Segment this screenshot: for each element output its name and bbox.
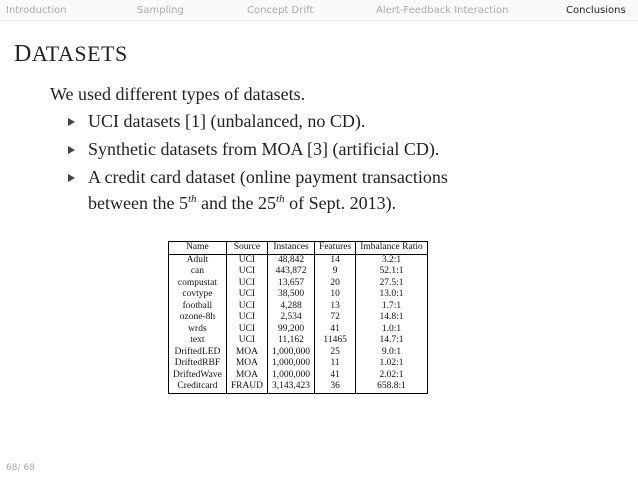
cell-features: 11465: [315, 335, 356, 347]
cell-source: MOA: [226, 347, 267, 359]
cell-imbalance-ratio: 9.0:1: [356, 347, 428, 359]
cell-instances: 4,288: [268, 301, 315, 313]
bullet-triangle-icon: [68, 146, 75, 154]
table-header-row: [169, 242, 428, 255]
table-row: [169, 301, 428, 313]
cell-imbalance-ratio: 2.02:1: [356, 370, 428, 382]
cell-name: text: [169, 335, 227, 347]
section-nav: [0, 0, 638, 21]
table-row: [169, 381, 428, 393]
cell-imbalance-ratio: 13.0:1: [356, 289, 428, 301]
page-number: 68/ 68: [6, 463, 35, 473]
cell-instances: 13,657: [268, 278, 315, 290]
cell-source: MOA: [226, 358, 267, 370]
cell-instances: 3,143,423: [268, 381, 315, 393]
cell-instances: 443,872: [268, 266, 315, 278]
cell-name: football: [169, 301, 227, 313]
cell-instances: 99,200: [268, 324, 315, 336]
table-row: [169, 266, 428, 278]
table-row: [169, 312, 428, 324]
cell-instances: 1,000,000: [268, 370, 315, 382]
table-row: [169, 347, 428, 359]
cell-name: ozone-8h: [169, 312, 227, 324]
cell-source: UCI: [226, 278, 267, 290]
bullet-text-mid: and the 25: [196, 193, 277, 213]
bullet-item: [66, 166, 626, 214]
datasets-table: [168, 241, 428, 394]
cell-source: UCI: [226, 254, 267, 266]
cell-features: 41: [315, 324, 356, 336]
nav-item-introduction[interactable]: Introduction: [6, 5, 67, 16]
bullet-text: UCI datasets [1] (unbalanced, no CD).: [88, 111, 366, 131]
cell-imbalance-ratio: 3.2:1: [356, 254, 428, 266]
bullet-text-pre: between the 5: [88, 193, 188, 213]
cell-imbalance-ratio: 27.5:1: [356, 278, 428, 290]
bullet-list: [66, 110, 626, 220]
cell-name: covtype: [169, 289, 227, 301]
cell-features: 13: [315, 301, 356, 313]
cell-imbalance-ratio: 14.7:1: [356, 335, 428, 347]
cell-features: 25: [315, 347, 356, 359]
cell-name: can: [169, 266, 227, 278]
cell-source: MOA: [226, 370, 267, 382]
cell-name: wrds: [169, 324, 227, 336]
header-imbalance-ratio: Imbalance Ratio: [356, 242, 428, 255]
cell-features: 10: [315, 289, 356, 301]
nav-item-concept-drift[interactable]: Concept Drift: [247, 5, 314, 16]
bullet-item: [66, 138, 626, 160]
cell-imbalance-ratio: 14.8:1: [356, 312, 428, 324]
cell-instances: 11,162: [268, 335, 315, 347]
cell-source: UCI: [226, 301, 267, 313]
nav-item-alert-feedback[interactable]: Alert-Feedback Interaction: [376, 5, 509, 16]
cell-features: 41: [315, 370, 356, 382]
cell-features: 14: [315, 254, 356, 266]
table-row: [169, 289, 428, 301]
cell-features: 20: [315, 278, 356, 290]
header-source: Source: [226, 242, 267, 255]
bullet-item: [66, 110, 626, 132]
cell-source: UCI: [226, 312, 267, 324]
cell-name: DriftedLED: [169, 347, 227, 359]
header-name: Name: [169, 242, 227, 255]
table-body: [169, 254, 428, 393]
table-row: [169, 324, 428, 336]
cell-features: 11: [315, 358, 356, 370]
cell-name: DriftedWave: [169, 370, 227, 382]
cell-source: UCI: [226, 266, 267, 278]
slide-title: [14, 41, 128, 68]
cell-features: 36: [315, 381, 356, 393]
nav-item-conclusions[interactable]: Conclusions: [566, 5, 626, 16]
cell-source: FRAUD: [226, 381, 267, 393]
cell-instances: 38,500: [268, 289, 315, 301]
nav-item-sampling[interactable]: Sampling: [137, 5, 184, 16]
bullet-text-line1: A credit card dataset (online payment transactions: [88, 167, 448, 187]
cell-name: compustat: [169, 278, 227, 290]
bullet-triangle-icon: [68, 118, 75, 126]
superscript: th: [276, 193, 285, 205]
table-row: [169, 370, 428, 382]
bullet-text: Synthetic datasets from MOA [3] (artificial CD).: [88, 139, 440, 159]
cell-name: DriftedRBF: [169, 358, 227, 370]
title-rest: ATASETS: [31, 41, 128, 66]
cell-imbalance-ratio: 1.7:1: [356, 301, 428, 313]
cell-features: 9: [315, 266, 356, 278]
cell-source: UCI: [226, 289, 267, 301]
cell-imbalance-ratio: 52.1:1: [356, 266, 428, 278]
cell-name: Creditcard: [169, 381, 227, 393]
header-features: Features: [315, 242, 356, 255]
cell-name: Adult: [169, 254, 227, 266]
table-row: [169, 335, 428, 347]
superscript: th: [187, 193, 197, 205]
table-row: [169, 358, 428, 370]
cell-imbalance-ratio: 1.0:1: [356, 324, 428, 336]
datasets-table-wrapper: [168, 241, 428, 394]
cell-instances: 2,534: [268, 312, 315, 324]
cell-instances: 48,842: [268, 254, 315, 266]
cell-source: UCI: [226, 335, 267, 347]
cell-imbalance-ratio: 1.02:1: [356, 358, 428, 370]
table-row: [169, 278, 428, 290]
intro-text: We used different types of datasets.: [50, 84, 306, 104]
header-instances: Instances: [268, 242, 315, 255]
table-row: [169, 254, 428, 266]
cell-features: 72: [315, 312, 356, 324]
bullet-text-post: of Sept. 2013).: [284, 193, 397, 213]
cell-instances: 1,000,000: [268, 358, 315, 370]
bullet-triangle-icon: [68, 174, 75, 182]
cell-source: UCI: [226, 324, 267, 336]
cell-imbalance-ratio: 658.8:1: [356, 381, 428, 393]
cell-instances: 1,000,000: [268, 347, 315, 359]
title-initial: D: [14, 41, 32, 67]
